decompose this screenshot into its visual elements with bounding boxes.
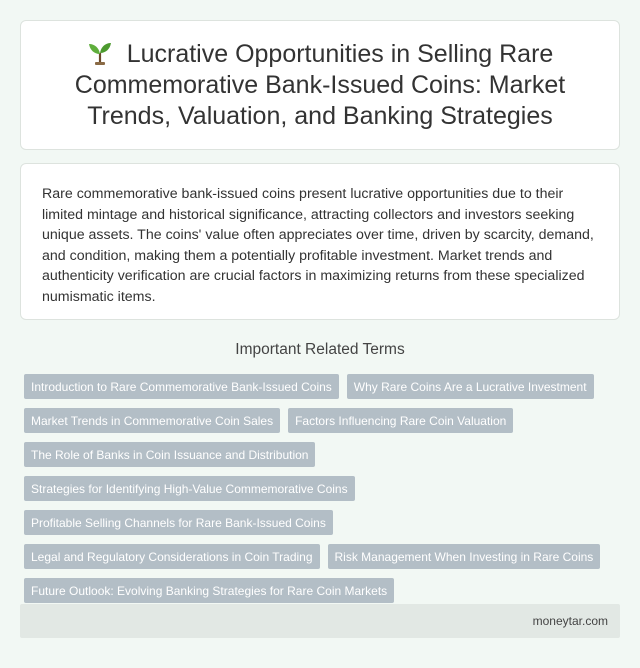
related-terms-heading: Important Related Terms bbox=[235, 341, 405, 358]
page-title bbox=[39, 39, 601, 132]
title-card bbox=[20, 20, 620, 150]
related-term-tag[interactable]: Factors Influencing Rare Coin Valuation bbox=[288, 408, 513, 433]
summary-text: Rare commemorative bank-issued coins present lucrative opportunities due to their limited mintage and historical significance, attracting collectors and investors seeking unique assets. The coins' value often appreciates over time, driven by scarcity, demand, and condition, making them a potentially profitable investment. Market trends and authenticity verification are crucial factors in maximizing returns from these specialized numismatic items. bbox=[42, 186, 594, 305]
related-term-tag[interactable]: The Role of Banks in Coin Issuance and Distribution bbox=[24, 442, 315, 467]
related-term-tag[interactable]: Legal and Regulatory Considerations in Coin Trading bbox=[24, 544, 320, 569]
related-term-tag[interactable]: Profitable Selling Channels for Rare Bank-Issued Coins bbox=[24, 510, 333, 535]
page-title-text: Lucrative Opportunities in Selling Rare Commemorative Bank-Issued Coins: Market Trends, Valuation, and Banking Strategies bbox=[74, 39, 566, 130]
related-term-tag[interactable]: Risk Management When Investing in Rare Coins bbox=[328, 544, 601, 569]
summary-card bbox=[20, 163, 620, 320]
related-term-tag[interactable]: Why Rare Coins Are a Lucrative Investment bbox=[347, 374, 594, 399]
sprout-icon bbox=[87, 41, 113, 65]
related-term-tag[interactable]: Strategies for Identifying High-Value Commemorative Coins bbox=[24, 476, 355, 501]
footer-site-link[interactable]: moneytar.com bbox=[532, 614, 608, 628]
related-term-tag[interactable]: Introduction to Rare Commemorative Bank-Issued Coins bbox=[24, 374, 339, 399]
related-terms-list bbox=[20, 372, 620, 610]
related-term-tag[interactable]: Market Trends in Commemorative Coin Sales bbox=[24, 408, 280, 433]
related-term-tag[interactable]: Future Outlook: Evolving Banking Strategies for Rare Coin Markets bbox=[24, 578, 394, 603]
footer bbox=[20, 604, 620, 638]
